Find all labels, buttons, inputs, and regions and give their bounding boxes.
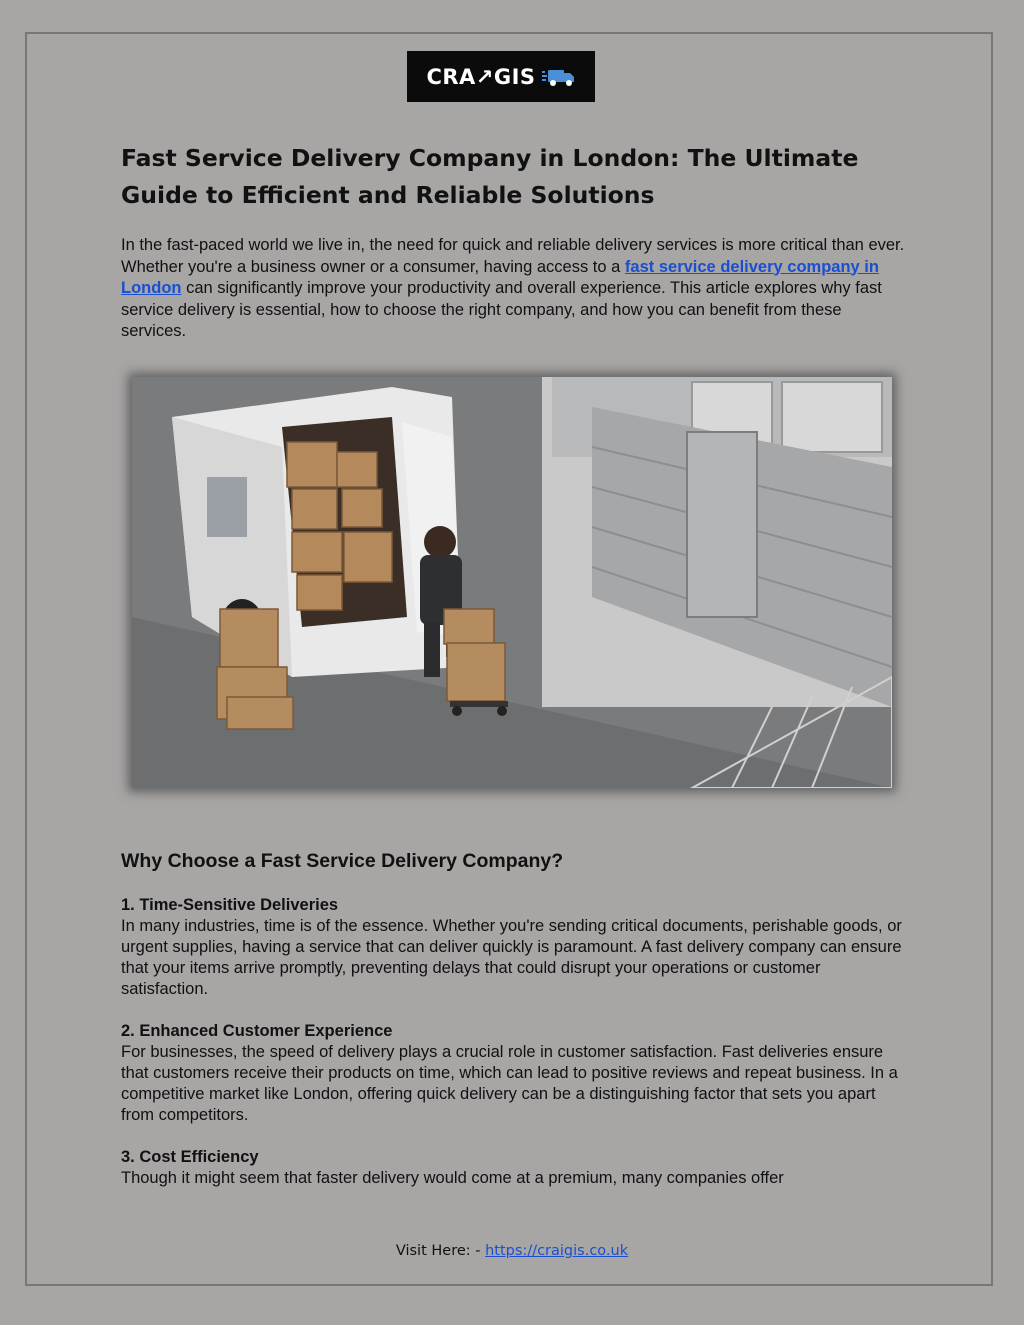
craigis-logo[interactable]	[407, 51, 595, 102]
section-body: In many industries, time is of the essence. Whether you're sending critical documents, perishable goods, or urgent supplies, having a service that can deliver quickly is paramount. A fast delivery company can ensure that your items arrive promptly, preventing delays that could disrupt your operations or customer satisfaction.	[121, 917, 902, 998]
section-time-sensitive	[121, 895, 911, 1000]
section-cost-efficiency	[121, 1147, 911, 1189]
logo-text: CRA↗GIS	[426, 64, 536, 89]
footer-link[interactable]: https://craigis.co.uk	[485, 1243, 629, 1259]
section-title: 3. Cost Efficiency	[121, 1148, 259, 1166]
section-body: Though it might seem that faster delivery would come at a premium, many companies offer	[121, 1169, 784, 1187]
section-body: For businesses, the speed of delivery plays a crucial role in customer satisfaction. Fast deliveries ensure that customers receive their products on time, which can lead to positive reviews and repeat business. In a competitive market like London, offering quick delivery can be a distinguishing factor that sets you apart from competitors.	[121, 1043, 898, 1124]
footer	[0, 1243, 1024, 1259]
service-link[interactable]: fast service delivery company in London	[121, 257, 879, 297]
intro-text-before: In the fast-paced world we live in, the need for quick and reliable delivery services is more critical than ever. Whether you're a business owner or a consumer, having access to a	[121, 236, 905, 276]
delivery-truck-icon	[542, 67, 576, 87]
intro-paragraph	[121, 235, 911, 343]
section-customer-experience	[121, 1021, 911, 1126]
footer-label: Visit Here: -	[395, 1243, 486, 1259]
section-heading: Why Choose a Fast Service Delivery Company?	[121, 850, 564, 872]
article-title: Fast Service Delivery Company in London: The Ultimate Guide to Efficient and Reliable Solutions	[121, 144, 859, 209]
section-title: 2. Enhanced Customer Experience	[121, 1022, 393, 1040]
intro-text-after: can significantly improve your productivity and overall experience. This article explores why fast service delivery is essential, how to choose the right company, and how you can benefit from these services.	[121, 279, 882, 340]
delivery-van-photo	[132, 377, 892, 788]
section-title: 1. Time-Sensitive Deliveries	[121, 896, 339, 914]
photo-illustration	[132, 377, 892, 788]
